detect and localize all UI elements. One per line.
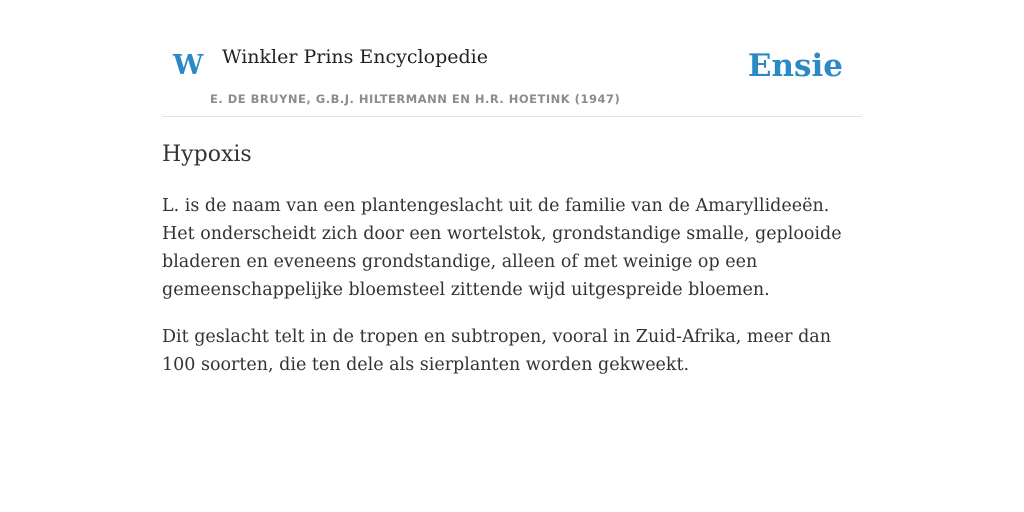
article-paragraph: Dit geslacht telt in de tropen en subtropen, vooral in Zuid-Afrika, meer dan 100 soorten, die ten dele als sierplanten worden gekweekt. bbox=[162, 327, 832, 375]
ensie-brand-link[interactable]: Ensie bbox=[747, 48, 843, 84]
encyclopedia-title: Winkler Prins Encyclopedie bbox=[222, 46, 488, 68]
article-paragraph: L. is de naam van een plantengeslacht uit de familie van de Amaryllideeën. Het onderscheidt zich door een wortelstok, grondstandige smalle, geplooide bladeren en eveneens grondstandige, alleen of met weinige op een gemeenschappelijke bloemsteel zittende wijd uitgespreide bloemen. bbox=[162, 196, 842, 300]
article-title: Hypoxis bbox=[162, 142, 252, 167]
encyclopedia-logo-link[interactable]: W bbox=[173, 50, 204, 81]
article bbox=[162, 140, 862, 379]
encyclopedia-header bbox=[162, 30, 862, 117]
encyclopedia-authors: E. DE BRUYNE, G.B.J. HILTERMANN EN H.R. HOETINK (1947) bbox=[210, 92, 621, 106]
